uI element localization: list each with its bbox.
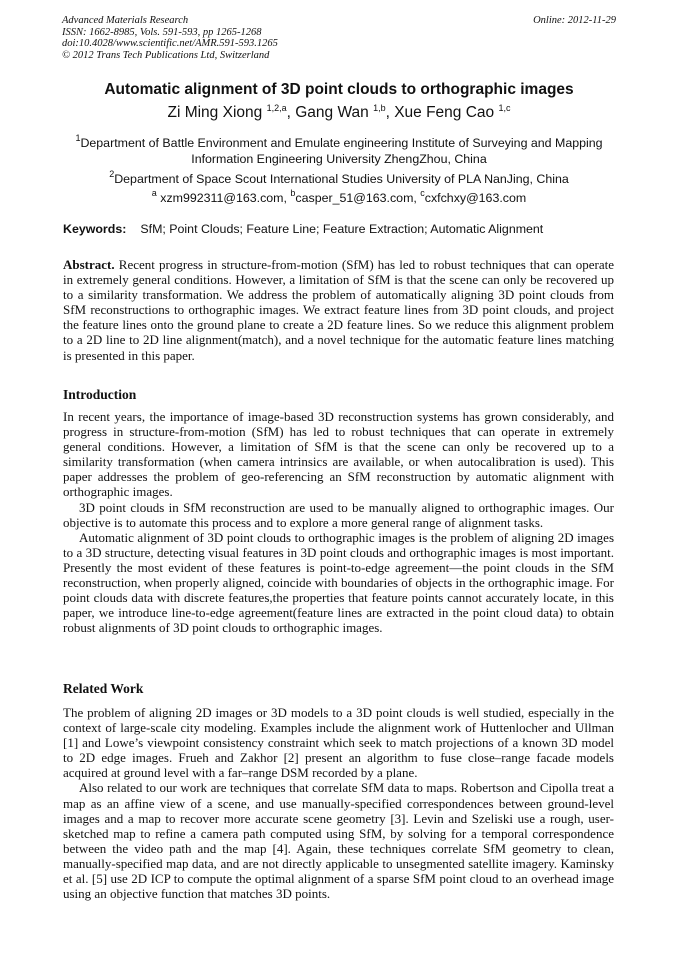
abstract-label: Abstract. — [63, 257, 115, 272]
abstract — [63, 257, 614, 363]
paragraph: 3D point clouds in SfM reconstruction are used to be manually aligned to orthographic images. Our objective is to automate this process and to explore a more general range of alignment tasks. — [63, 499, 614, 530]
introduction-body — [63, 409, 614, 635]
author-name: Zi Ming Xiong — [167, 104, 263, 121]
email-mark: a — [151, 188, 157, 198]
email-mark: b — [290, 188, 296, 198]
author-list — [40, 103, 638, 122]
email-separator: , — [413, 191, 421, 205]
affiliation-number: 2 — [109, 169, 115, 179]
affiliation-text: Department of Battle Environment and Emulate engineering Institute of Surveying and Mapping — [80, 136, 603, 150]
journal-header — [62, 15, 616, 61]
paragraph: In recent years, the importance of image-based 3D reconstruction systems has grown considerably, and progress in structure-from-motion (SfM) has led to robust techniques that can operate in extremely general conditions. However, a limitation of SfM is that the scene can only be recovered up to a similarity transformation (when camera intrinsics are available, or when autocalibration is used). This paper addresses the problem of geo-referencing an SfM reconstruction by automatic alignment with orthographic images. — [63, 409, 614, 500]
paragraph: The problem of aligning 2D images or 3D models to a 3D point clouds is well studied, especially in the context of large-scale city modeling. Examples include the alignment work of Huttenlocher and Ullman [1] and Lowe’s viewpoint consistency constraint which seek to match projections of a known 3D model to 2D edge images. Frueh and Zakhor [2] present an algorithm to fuse close–range facade models acquired at ground level with a far–range DSM recorded by a plane. — [63, 705, 614, 781]
author-separator: , — [286, 104, 296, 121]
abstract-text: Recent progress in structure-from-motion (SfM) has led to robust techniques that can operate in extremely general conditions. However, a limitation of SfM is that the scene can only be recovered up to a similarity transformation. We address the problem of automatically aligning 3D point clouds from SfM reconstructions to orthographic images. We extract feature lines from 3D point clouds, and project the feature lines onto the ground plane to create a 2D feature lines. So we reduce this alignment problem to a 2D line to 2D line alignment(match), and a novel technique for the automatic feature lines matching is presented in this paper. — [63, 257, 614, 363]
email-address[interactable]: cxfchxy@163.com — [424, 191, 527, 205]
author-affiliation-mark: 1,c — [498, 103, 511, 113]
affiliation-text: Department of Space Scout International Studies University of PLA NanJing, China — [114, 172, 569, 186]
email-separator: , — [283, 191, 291, 205]
email-address[interactable]: xzm992311@163.com — [160, 191, 284, 205]
issn-line: ISSN: 1662-8985, Vols. 591-593, pp 1265-1268 — [62, 26, 262, 38]
keywords-line — [63, 222, 618, 236]
email-address[interactable]: casper_51@163.com — [295, 191, 414, 205]
related-work-body — [63, 705, 614, 901]
affiliation-number: 1 — [75, 133, 81, 143]
author-affiliation-mark: 1,b — [373, 103, 386, 113]
affiliation-text-cont: Information Engineering University ZhengZhou, China — [191, 152, 487, 166]
paragraph: Automatic alignment of 3D point clouds to orthographic images is the problem of aligning 2D images to a 3D structure, detecting visual features in 3D point clouds and orthographic images is most important. Presently the most evident of these features is point-to-edge agreement—the point clouds in the SfM reconstruction, when properly aligned, coincide with boundaries of objects in the orthographic image. For point clouds data with discrete features,the properties that feature points cannot accurately locate, in this paper, we introduce line-to-edge agreement(feature lines are extracted in the point cloud data) to obtain robust alignments of 3D point clouds to orthographic images. — [63, 529, 614, 636]
keywords-text: SfM; Point Clouds; Feature Line; Feature Extraction; Automatic Alignment — [140, 222, 544, 236]
section-heading-introduction: Introduction — [63, 387, 137, 402]
author-name: Gang Wan — [295, 104, 369, 121]
email-list — [50, 188, 628, 205]
doi-line: doi:10.4028/www.scientific.net/AMR.591-593.1265 — [62, 38, 278, 49]
copyright-line: © 2012 Trans Tech Publications Ltd, Switzerland — [62, 49, 270, 61]
online-date: Online: 2012-11-29 — [533, 15, 616, 26]
section-heading-related-work: Related Work — [63, 681, 144, 696]
keywords-label: Keywords: — [63, 222, 127, 236]
author-name: Xue Feng Cao — [394, 104, 495, 121]
journal-name: Advanced Materials Research — [62, 15, 189, 26]
affiliation-2 — [50, 166, 628, 187]
author-separator: , — [385, 104, 395, 121]
email-mark: c — [420, 188, 425, 198]
author-affiliation-mark: 1,2,a — [266, 103, 287, 113]
affiliation-1 — [50, 130, 628, 167]
paper-title: Automatic alignment of 3D point clouds to orthographic images — [104, 81, 574, 98]
paragraph: Also related to our work are techniques that correlate SfM data to maps. Robertson and Cipolla treat a map as an affine view of a scene, and use manually-specified correspondences between ground-level images and a map to recover more accurate scene geometry [3]. Levin and Szeliski use a rough, user-sketched map to refine a camera path computed using SfM, by solving for a temporal correspondence between the video path and the map [4]. Again, these techniques correlate SfM geometry to clean, manually-specified map data, and are not directly applicable to unsegmented satellite imagery. Kaminsky et al. [5] use 2D ICP to compute the optimal alignment of a sparse SfM point cloud to an overhead image using an objective function that matches 3D points. — [63, 780, 614, 902]
